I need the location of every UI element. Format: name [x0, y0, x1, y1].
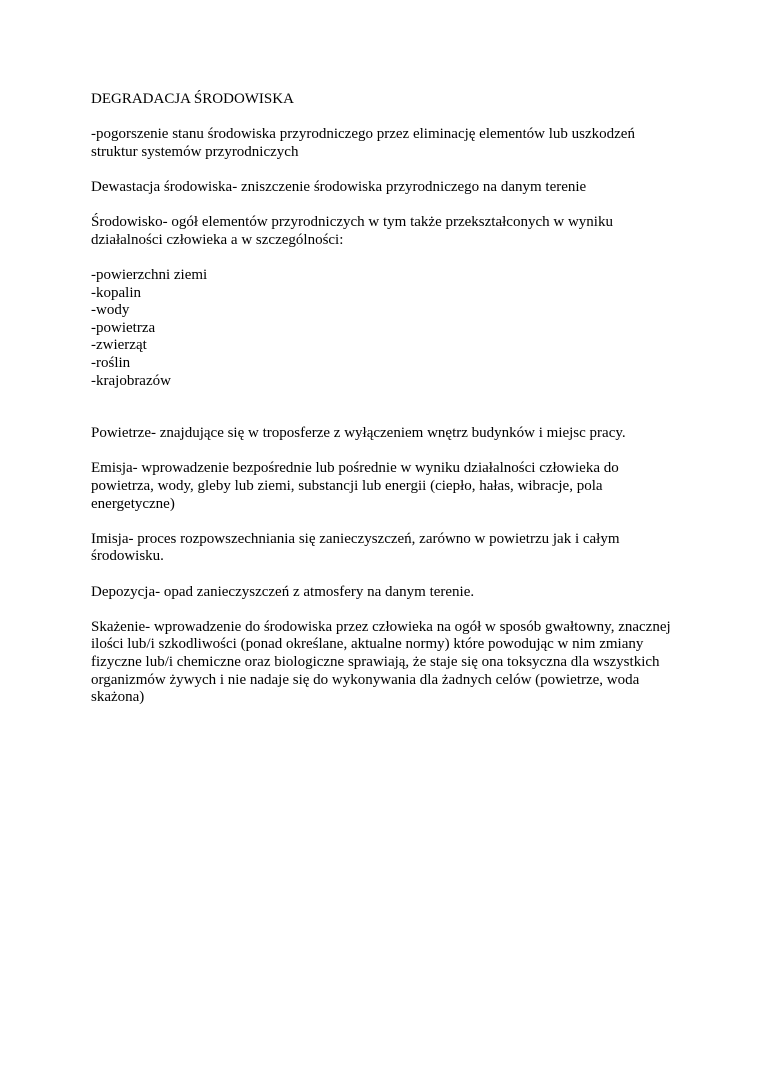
document-body [91, 91, 681, 724]
list-item: -krajobrazów [91, 372, 171, 389]
list-item: -roślin [91, 354, 131, 371]
degradation-definition: -pogorszenie stanu środowiska przyrodniczego przez eliminację elementów lub uszkodzeń struktur systemów przyrodniczych [91, 126, 635, 160]
list-item: -powietrza [91, 319, 156, 336]
list-item: -wody [91, 302, 130, 319]
air-definition: Powietrze- znajdujące się w troposferze z wyłączeniem wnętrz budynków i miejsc pracy. [91, 425, 626, 442]
list-item: -kopalin [91, 284, 141, 301]
list-item: -powierzchni ziemi [91, 266, 208, 283]
blank-line [91, 408, 681, 426]
contamination-definition: Skażenie- wprowadzenie do środowiska przez człowieka na ogół w sposób gwałtowny, znacznej ilości lub/i szkodliwości (ponad określane, aktualne normy) które powodując w nim zmiany fizyczne lub/i chemiczne oraz biologiczne sprawiają, że staje się ona toksyczna dla wszystkich organizmów żywych i nie nadaje się do wykonywania dla żadnych celów (powietrze, woda skażona) [91, 618, 671, 706]
devastation-definition: Dewastacja środowiska- zniszczenie środowiska przyrodniczego na danym terenie [91, 178, 587, 195]
environment-definition: Środowisko- ogół elementów przyrodniczych w tym także przekształconych w wyniku działalności człowieka a w szczególności: [91, 214, 613, 248]
list-item: -zwierząt [91, 337, 147, 354]
emission-definition: Emisja- wprowadzenie bezpośrednie lub pośrednie w wyniku działalności człowieka do powietrza, wody, gleby lub ziemi, substancji lub energii (ciepło, hałas, wibracje, pola energetyczne) [91, 460, 619, 512]
immission-definition: Imisja- proces rozpowszechniania się zanieczyszczeń, zarówno w powietrzu jak i całym środowisku. [91, 530, 620, 565]
document-title: DEGRADACJA ŚRODOWISKA [91, 91, 294, 107]
deposition-definition: Depozycja- opad zanieczyszczeń z atmosfery na danym terenie. [91, 583, 475, 600]
environment-items-list [91, 267, 681, 390]
